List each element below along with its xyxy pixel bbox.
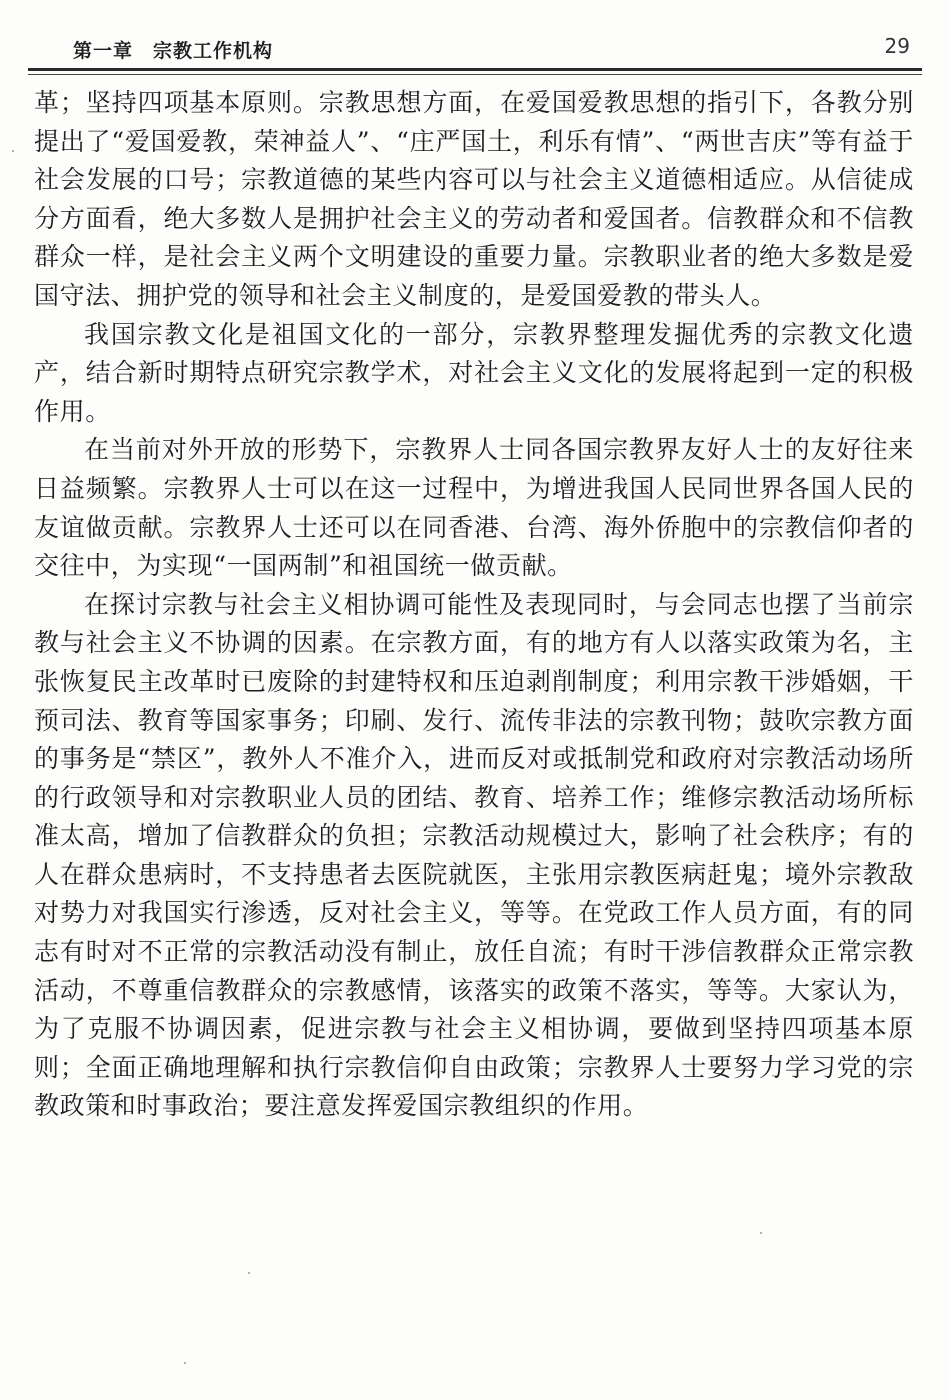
scan-speck [248,1272,250,1274]
scan-speck [760,1232,762,1234]
body-text [34,84,914,1126]
header-rule-thin [28,74,922,75]
scan-speck [184,1362,186,1364]
paragraph-3: 在当前对外开放的形势下，宗教界人士同各国宗教界友好人士的友好往来日益频繁。宗教界人士可以在这一过程中，为增进我国人民同世界各国人民的友谊做贡献。宗教界人士还可以在同香港、台湾、海外侨胞中的宗教信仰者的交往中，为实现“一国两制”和祖国统一做贡献。 [34,435,914,581]
chapter-title: 第一章 宗教工作机构 [73,40,274,62]
scan-speck [12,150,14,152]
header-rule-thick [28,68,922,71]
paragraph-2: 我国宗教文化是祖国文化的一部分，宗教界整理发掘优秀的宗教文化遗产，结合新时期特点研究宗教学术，对社会主义文化的发展将起到一定的积极作用。 [34,319,914,426]
page-number: 29 [884,34,910,58]
running-header [28,28,922,70]
paragraph-1: 革；坚持四项基本原则。宗教思想方面，在爱国爱教思想的指引下，各教分别提出了“爱国爱教，荣神益人”、“庄严国土，利乐有情”、“两世吉庆”等有益于社会发展的口号；宗教道德的某些内容可以与社会主义道德相适应。从信徒成分方面看，绝大多数人是拥护社会主义的劳动者和爱国者。信教群众和不信教群众一样，是社会主义两个文明建设的重要力量。宗教职业者的绝大多数是爱国守法、拥护党的领导和社会主义制度的，是爱国爱教的带头人。 [34,88,914,310]
paragraph-4: 在探讨宗教与社会主义相协调可能性及表现同时，与会同志也摆了当前宗教与社会主义不协调的因素。在宗教方面，有的地方有人以落实政策为名，主张恢复民主改革时已废除的封建特权和压迫剥削制度；利用宗教干涉婚姻，干预司法、教育等国家事务；印刷、发行、流传非法的宗教刊物；鼓吹宗教方面的事务是“禁区”，教外人不准介入，进而反对或抵制党和政府对宗教活动场所的行政领导和对宗教职业人员的团结、教育、培养工作；维修宗教活动场所标准太高，增加了信教群众的负担；宗教活动规模过大，影响了社会秩序；有的人在群众患病时，不支持患者去医院就医，主张用宗教医病赶鬼；境外宗教敌对势力对我国实行渗透，反对社会主义，等等。在党政工作人员方面，有的同志有时对不正常的宗教活动没有制止，放任自流；有时干涉信教群众正常宗教活动，不尊重信教群众的宗教感情，该落实的政策不落实，等等。大家认为，为了克服不协调因素，促进宗教与社会主义相协调，要做到坚持四项基本原则；全面正确地理解和执行宗教信仰自由政策；宗教界人士要努力学习党的宗教政策和时事政治；要注意发挥爱国宗教组织的作用。 [34,589,914,1121]
